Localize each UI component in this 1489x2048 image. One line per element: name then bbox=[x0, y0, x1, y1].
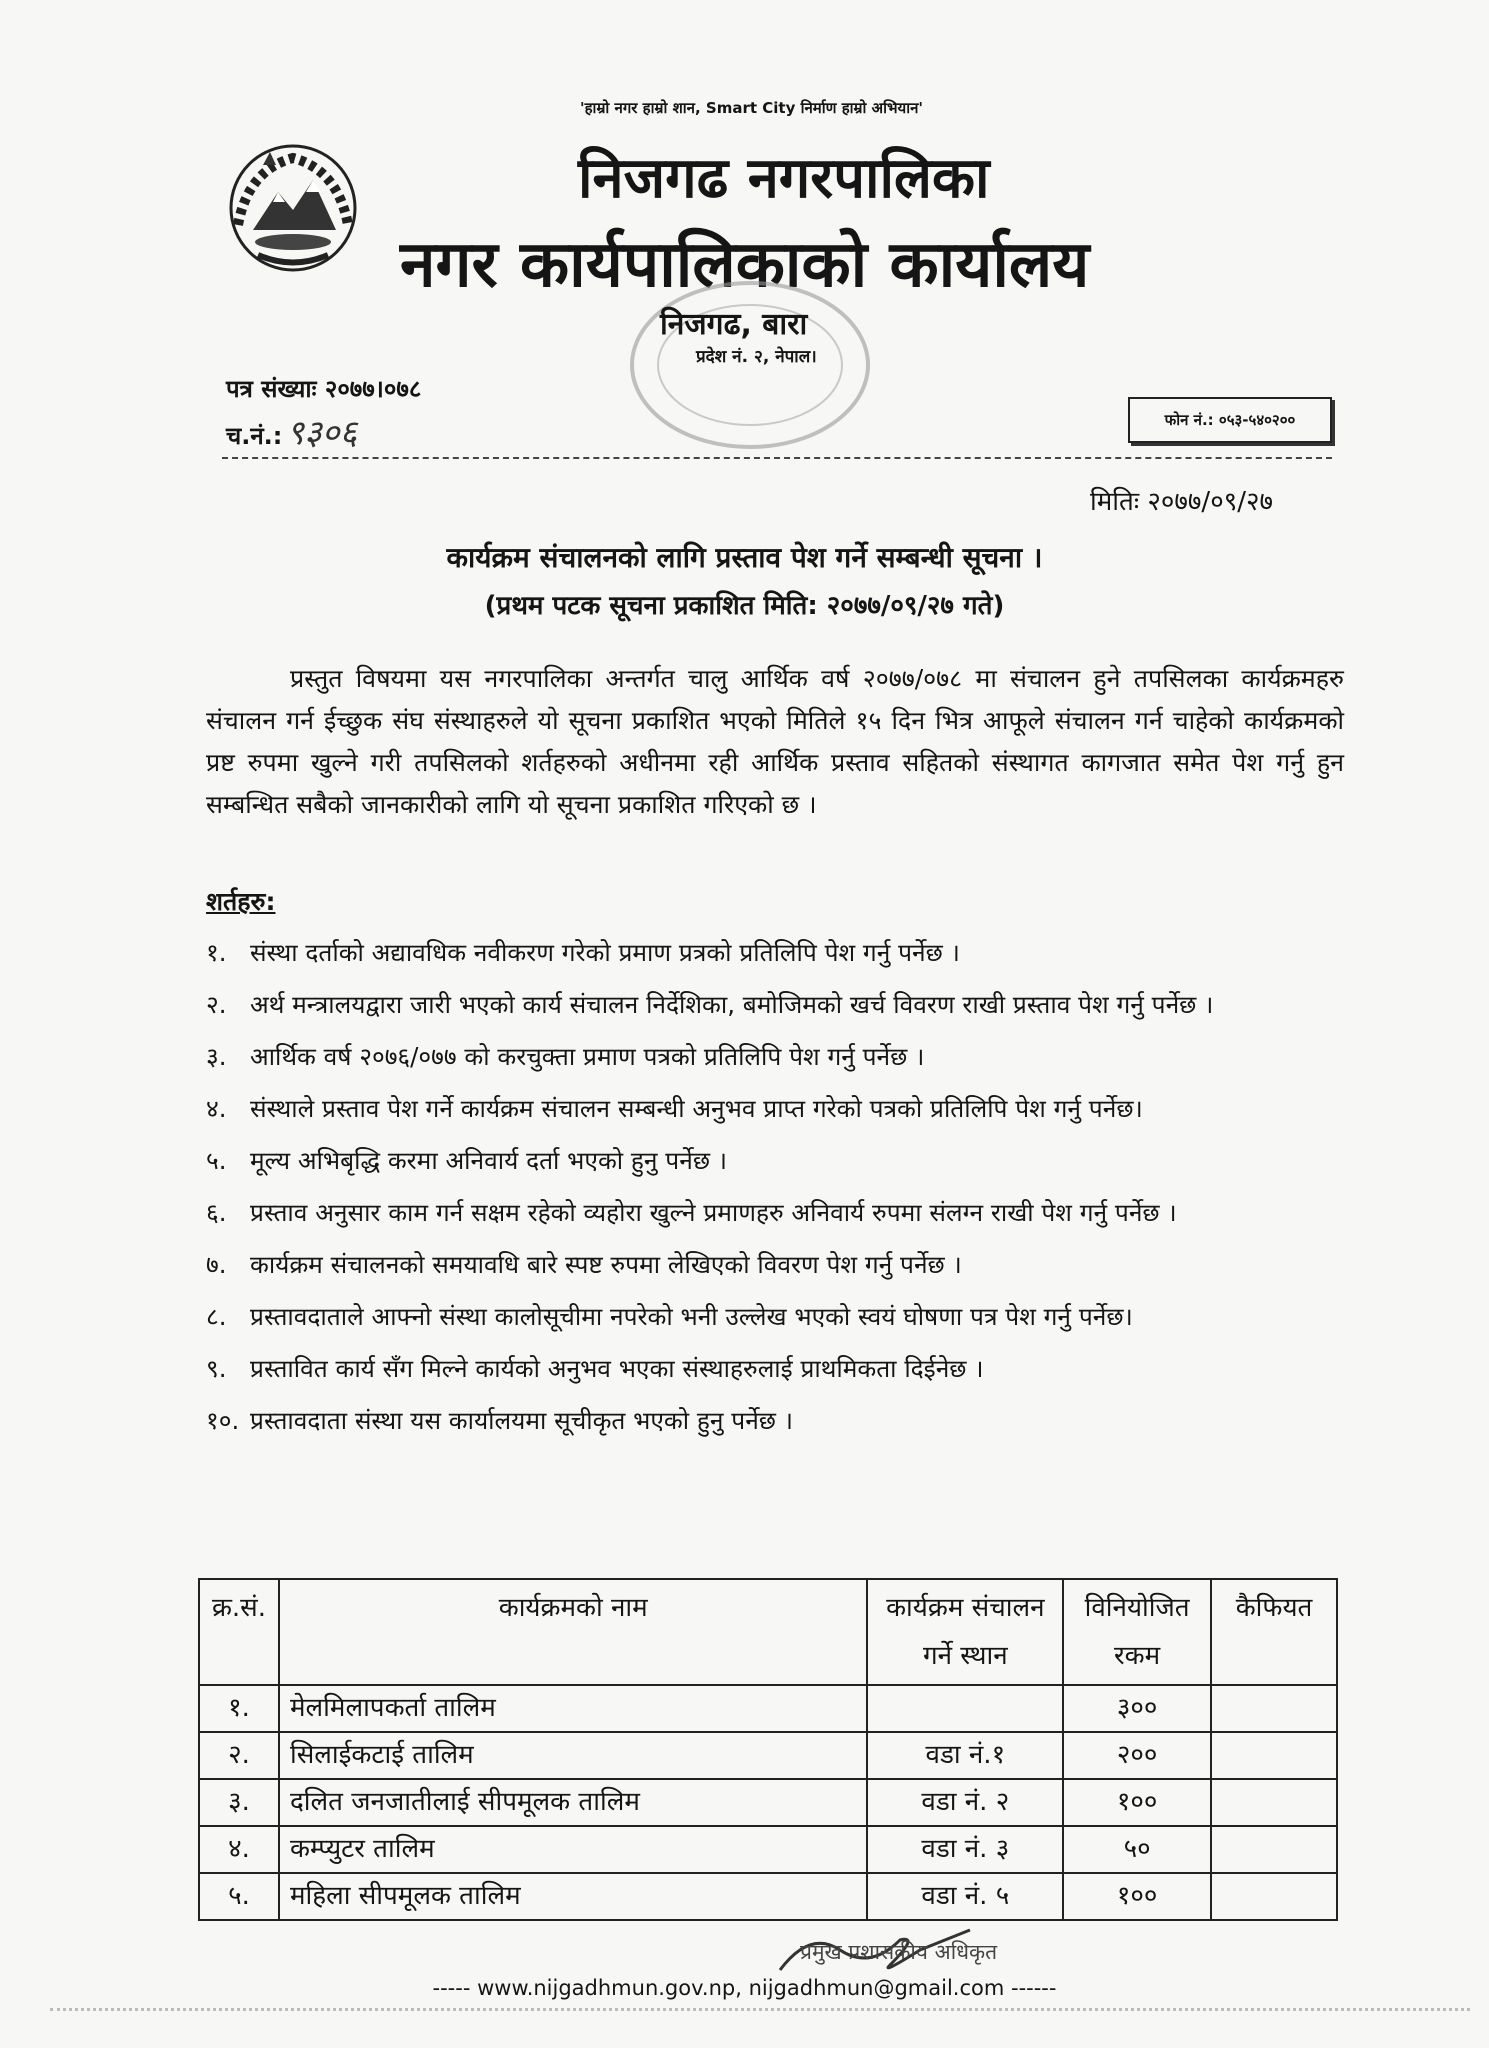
condition-number: ५. bbox=[206, 1146, 227, 1175]
notice-publication-date: (प्रथम पटक सूचना प्रकाशित मिति: २०७७/०९/२७ गते) bbox=[484, 591, 1005, 621]
cell-remarks bbox=[1211, 1685, 1337, 1732]
condition-number: १. bbox=[206, 938, 227, 967]
cell-amount: १०० bbox=[1063, 1873, 1211, 1920]
condition-text: संस्था दर्ताको अद्यावधिक नवीकरण गरेको प्रमाण प्रत्रको प्रतिलिपि पेश गर्नु पर्नेछ । bbox=[250, 938, 960, 967]
header-divider bbox=[222, 457, 1332, 459]
cell-amount: १०० bbox=[1063, 1779, 1211, 1826]
condition-item bbox=[206, 984, 1346, 1026]
condition-item bbox=[206, 1192, 1346, 1234]
cell-sn: ५. bbox=[199, 1873, 279, 1920]
condition-text: कार्यक्रम संचालनको समयावधि बारे स्पष्ट रुपमा लेखिएको विवरण पेश गर्नु पर्नेछ । bbox=[250, 1250, 962, 1279]
condition-item bbox=[206, 1244, 1346, 1286]
program-table bbox=[198, 1578, 1338, 1921]
table-row bbox=[199, 1873, 1337, 1920]
office-province: प्रदेश नं. २, नेपाल। bbox=[696, 347, 817, 367]
condition-item bbox=[206, 1400, 1346, 1442]
condition-text: संस्थाले प्रस्ताव पेश गर्ने कार्यक्रम संचालन सम्बन्धी अनुभव प्राप्त गरेको पत्रको प्रतिलिपि पेश गर्नु पर्नेछ। bbox=[250, 1094, 1143, 1123]
condition-number: ४. bbox=[206, 1094, 227, 1123]
cell-amount: २०० bbox=[1063, 1732, 1211, 1779]
cell-remarks bbox=[1211, 1826, 1337, 1873]
office-location: निजगढ, बारा bbox=[660, 307, 808, 342]
condition-item bbox=[206, 1140, 1346, 1182]
condition-text: अर्थ मन्त्रालयद्वारा जारी भएको कार्य संचालन निर्देशिका, बमोजिमको खर्च विवरण राखी प्रस्ताव पेश गर्नु पर्नेछ । bbox=[250, 990, 1214, 1019]
footer-contact: ----- www.nijgadhmun.gov.np, nijgadhmun@gmail.com ------ bbox=[432, 1976, 1057, 2000]
nepal-emblem-icon bbox=[218, 130, 368, 280]
condition-text: प्रस्तावदाता संस्था यस कार्यालयमा सूचीकृत भएको हुनु पर्नेछ । bbox=[250, 1406, 794, 1435]
condition-number: २. bbox=[206, 990, 227, 1019]
cell-sn: १. bbox=[199, 1685, 279, 1732]
cell-place: वडा नं. ३ bbox=[867, 1826, 1063, 1873]
notice-subject: कार्यक्रम संचालनको लागि प्रस्ताव पेश गर्ने सम्बन्धी सूचना । bbox=[446, 541, 1043, 574]
cell-remarks bbox=[1211, 1779, 1337, 1826]
cell-remarks bbox=[1211, 1873, 1337, 1920]
cell-remarks bbox=[1211, 1732, 1337, 1779]
condition-text: मूल्य अभिबृद्धि करमा अनिवार्य दर्ता भएको हुनु पर्नेछ । bbox=[250, 1146, 728, 1175]
condition-number: ३. bbox=[206, 1042, 227, 1071]
signatory-title: प्रमुख प्रशासकीय अधिकृत bbox=[800, 1940, 998, 1964]
dispatch-number: ९३०६ bbox=[286, 413, 358, 453]
office-name: नगर कार्यपालिकाको कार्यालय bbox=[400, 228, 1090, 302]
condition-item bbox=[206, 932, 1346, 974]
condition-number: १०. bbox=[206, 1406, 240, 1435]
condition-number: ६. bbox=[206, 1198, 227, 1227]
column-header-place: कार्यक्रम संचालन गर्ने स्थान bbox=[867, 1579, 1063, 1685]
dispatch-number-row bbox=[226, 408, 357, 454]
cell-sn: ३. bbox=[199, 1779, 279, 1826]
condition-text: आर्थिक वर्ष २०७६/०७७ को करचुक्ता प्रमाण पत्रको प्रतिलिपि पेश गर्नु पर्नेछ । bbox=[250, 1042, 925, 1071]
condition-item bbox=[206, 1036, 1346, 1078]
conditions-list bbox=[206, 932, 1346, 1452]
notice-date: मितिः २०७७/०९/२७ bbox=[1090, 487, 1274, 517]
column-header-amount: विनियोजित रकम bbox=[1063, 1579, 1211, 1685]
table-row bbox=[199, 1826, 1337, 1873]
condition-item bbox=[206, 1348, 1346, 1390]
conditions-heading: शर्तहरु: bbox=[206, 887, 276, 916]
cell-amount: ५० bbox=[1063, 1826, 1211, 1873]
cell-program-name: कम्प्युटर तालिम bbox=[279, 1826, 868, 1873]
table-row bbox=[199, 1685, 1337, 1732]
condition-number: ७. bbox=[206, 1250, 227, 1279]
cell-sn: २. bbox=[199, 1732, 279, 1779]
condition-item bbox=[206, 1088, 1346, 1130]
condition-text: प्रस्ताव अनुसार काम गर्न सक्षम रहेको व्यहोरा खुल्ने प्रमाणहरु अनिवार्य रुपमा संलग्न राखी पेश गर्नु पर्नेछ । bbox=[250, 1198, 1177, 1227]
letter-number: पत्र संख्याः २०७७।०७८ bbox=[226, 375, 422, 403]
bottom-divider bbox=[50, 2008, 1470, 2011]
cell-place: वडा नं. ५ bbox=[867, 1873, 1063, 1920]
column-header-sn: क्र.सं. bbox=[199, 1579, 279, 1685]
cell-program-name: दलित जनजातीलाई सीपमूलक तालिम bbox=[279, 1779, 868, 1826]
cell-amount: ३०० bbox=[1063, 1685, 1211, 1732]
cell-program-name: मेलमिलापकर्ता तालिम bbox=[279, 1685, 868, 1732]
cell-place: वडा नं. २ bbox=[867, 1779, 1063, 1826]
condition-number: ९. bbox=[206, 1354, 227, 1383]
table-header-row bbox=[199, 1579, 1337, 1685]
cell-sn: ४. bbox=[199, 1826, 279, 1873]
phone-box: फोन नं.: ०५३-५४०२०० bbox=[1128, 397, 1332, 443]
slogan: 'हाम्रो नगर हाम्रो शान, Smart City निर्माण हाम्रो अभियान' bbox=[580, 99, 924, 117]
column-header-program-name: कार्यक्रमको नाम bbox=[279, 1579, 868, 1685]
table-row bbox=[199, 1732, 1337, 1779]
cell-program-name: महिला सीपमूलक तालिम bbox=[279, 1873, 868, 1920]
dispatch-label: च.नं.: bbox=[226, 422, 283, 450]
cell-place bbox=[867, 1685, 1063, 1732]
column-header-remarks: कैफियत bbox=[1211, 1579, 1337, 1685]
condition-text: प्रस्तावित कार्य सँग मिल्ने कार्यको अनुभव भएका संस्थाहरुलाई प्राथमिकता दिईनेछ । bbox=[250, 1354, 984, 1383]
condition-text: प्रस्तावदाताले आफ्नो संस्था कालोसूचीमा नपरेको भनी उल्लेख भएको स्वयं घोषणा पत्र पेश गर्नु पर्नेछ। bbox=[250, 1302, 1133, 1331]
cell-program-name: सिलाईकटाई तालिम bbox=[279, 1732, 868, 1779]
cell-place: वडा नं.१ bbox=[867, 1732, 1063, 1779]
condition-item bbox=[206, 1296, 1346, 1338]
municipality-name: निजगढ नगरपालिका bbox=[578, 146, 990, 211]
notice-body: प्रस्तुत विषयमा यस नगरपालिका अन्तर्गत चालु आर्थिक वर्ष २०७७/०७८ मा संचालन हुने तपसिलका कार्यक्रमहरु संचालन गर्न ईच्छुक संघ संस्थाहरुले यो सूचना प्रकाशित भएको मितिले १५ दिन भित्र आफूले संचालन गर्न चाहेको कार्यक्रमको प्रष्ट रुपमा खुल्ने गरी तपसिलको शर्तहरुको अधीनमा रही आर्थिक प्रस्ताव सहितको संस्थागत कागजात समेत पेश गर्नु हुन सम्बन्धित सबैको जानकारीको लागि यो सूचना प्रकाशित गरिएको छ । bbox=[206, 664, 1344, 819]
condition-number: ८. bbox=[206, 1302, 227, 1331]
table-row bbox=[199, 1779, 1337, 1826]
